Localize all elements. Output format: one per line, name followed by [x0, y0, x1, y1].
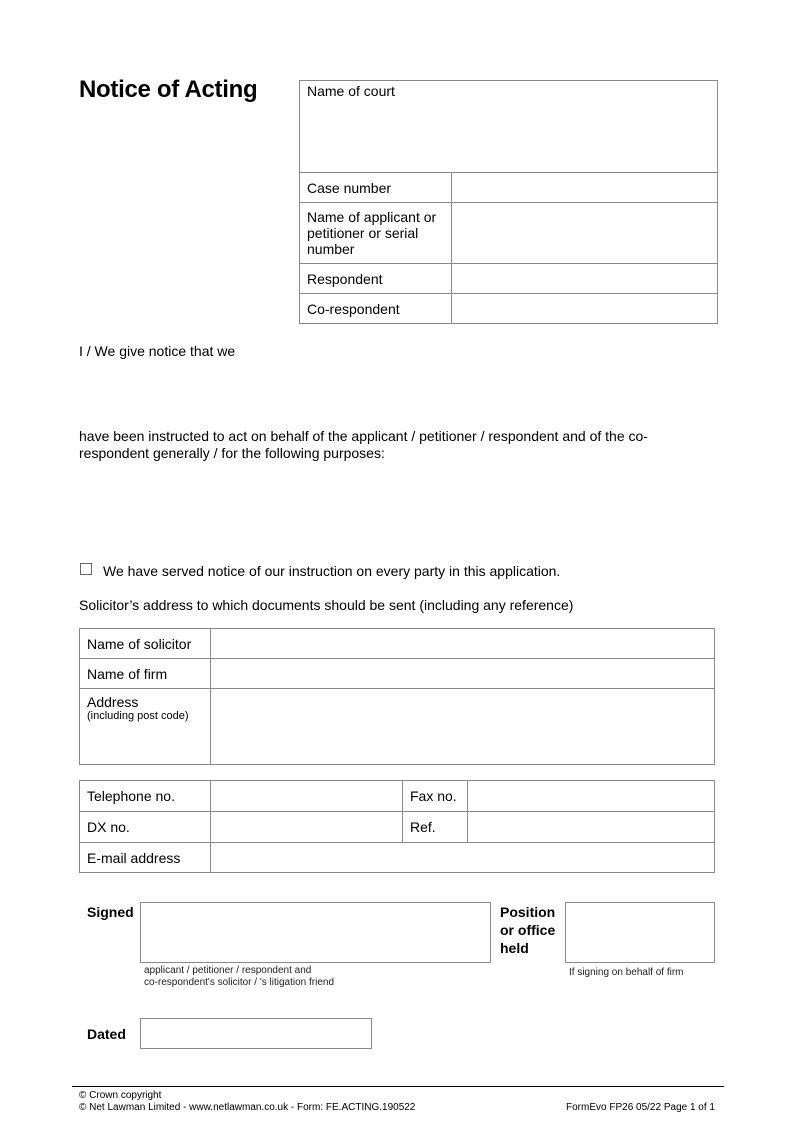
footer-divider — [72, 1086, 724, 1087]
court-details-table — [299, 80, 718, 324]
position-label-line1: Position — [500, 904, 556, 920]
served-notice-label: We have served notice of our instruction on every party in this application. — [103, 563, 561, 579]
instruction-text: have been instructed to act on behalf of the applicant / petitioner / respondent and of the co-respondent generally / for the following purposes: — [79, 428, 648, 461]
respondent-label: Respondent — [300, 264, 452, 294]
address-label: Address — [87, 694, 139, 710]
telephone-label: Telephone no. — [80, 781, 211, 812]
solicitor-name-field[interactable] — [211, 629, 715, 659]
telephone-field[interactable] — [211, 781, 403, 812]
address-heading: Solicitor’s address to which documents should be sent (including any reference) — [79, 597, 574, 613]
co-respondent-field[interactable] — [452, 294, 718, 324]
netlawman-copyright: © Net Lawman Limited - www.netlawman.co.uk - Form: FE.ACTING.190522 — [79, 1102, 416, 1113]
fax-label: Fax no. — [403, 781, 468, 812]
solicitor-details-table — [79, 628, 715, 765]
footer-left — [79, 1090, 415, 1114]
position-label-line3: held — [500, 940, 529, 956]
signed-label: Signed — [87, 904, 134, 920]
ref-field[interactable] — [468, 812, 715, 843]
purposes-field[interactable] — [79, 466, 715, 554]
signed-caption — [144, 965, 334, 989]
dx-label: DX no. — [80, 812, 211, 843]
solicitor-name-label: Name of solicitor — [80, 629, 211, 659]
firm-name-label: Name of firm — [80, 659, 211, 689]
dated-label: Dated — [87, 1026, 126, 1042]
co-respondent-label: Co-respondent — [300, 294, 452, 324]
position-label — [500, 903, 555, 957]
date-field[interactable] — [140, 1018, 372, 1049]
address-sublabel: (including post code) — [87, 710, 189, 722]
signed-caption-line2: co-respondent's solicitor / 's litigation friend — [144, 977, 335, 988]
served-notice-checkbox[interactable] — [80, 563, 92, 575]
fax-field[interactable] — [468, 781, 715, 812]
email-label: E-mail address — [80, 843, 211, 873]
contact-details-table — [79, 780, 715, 873]
position-caption: If signing on behalf of firm — [569, 967, 684, 978]
signed-caption-line1: applicant / petitioner / respondent and — [144, 965, 312, 976]
notice-intro-text: I / We give notice that we — [79, 343, 236, 359]
firm-name-field[interactable] — [211, 659, 715, 689]
ref-label: Ref. — [403, 812, 468, 843]
address-field[interactable] — [211, 689, 715, 765]
solicitor-names-field[interactable] — [79, 362, 715, 422]
signature-field[interactable] — [140, 902, 491, 963]
page-title: Notice of Acting — [79, 76, 258, 103]
applicant-name-field[interactable] — [452, 203, 718, 264]
crown-copyright: © Crown copyright — [79, 1090, 162, 1101]
name-of-court-field[interactable] — [300, 81, 718, 173]
position-field[interactable] — [565, 902, 715, 963]
address-label-cell — [80, 689, 211, 765]
dx-field[interactable] — [211, 812, 403, 843]
email-field[interactable] — [211, 843, 715, 873]
case-number-field[interactable] — [452, 173, 718, 203]
case-number-label: Case number — [300, 173, 452, 203]
form-reference: FormEvo FP26 05/22 Page 1 of 1 — [566, 1102, 715, 1113]
name-of-court-label: Name of court — [307, 83, 395, 99]
position-label-line2: or office — [500, 922, 556, 938]
respondent-field[interactable] — [452, 264, 718, 294]
applicant-name-label: Name of applicant or petitioner or serial number — [300, 203, 452, 264]
